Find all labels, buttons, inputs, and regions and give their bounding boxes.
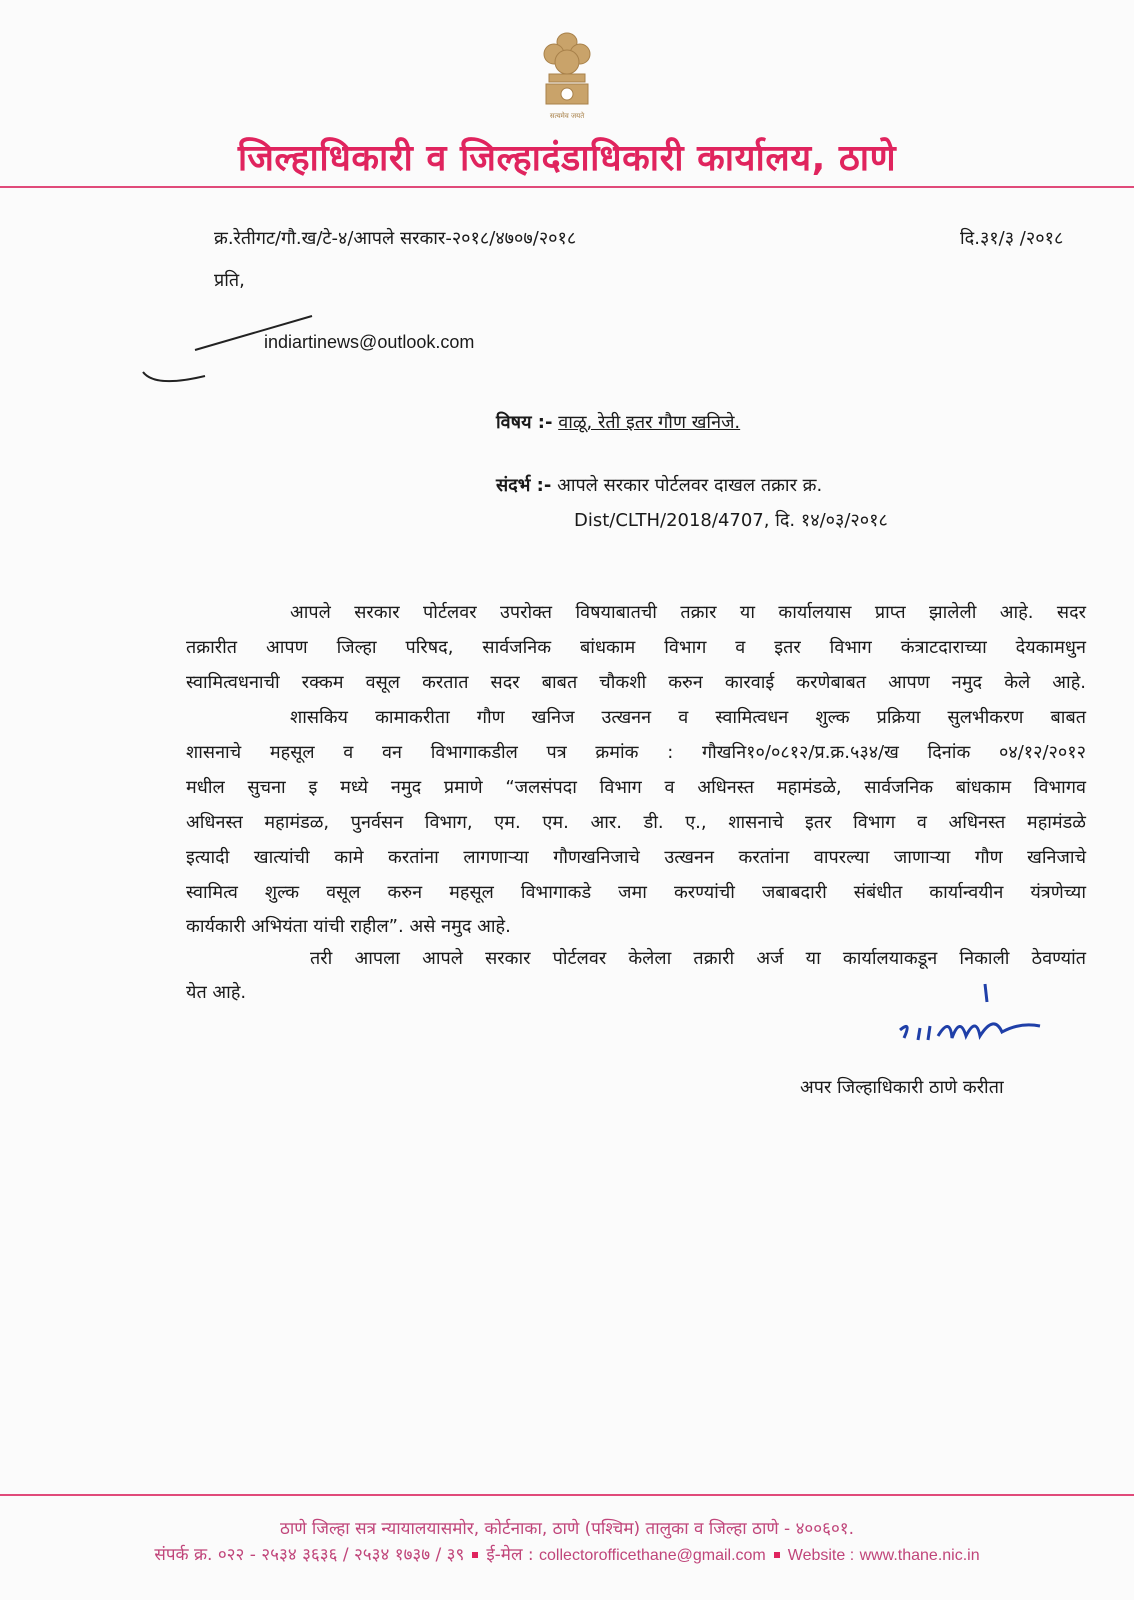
footer-email[interactable]: collectorofficethane@gmail.com [539, 1547, 766, 1564]
reference-complaint-number: Dist/CLTH/2018/4707, दि. १४/०३/२०१८ [574, 510, 888, 531]
svg-text:सत्यमेव जयते: सत्यमेव जयते [549, 112, 585, 120]
reference-line [496, 473, 822, 497]
bullet-icon [472, 1552, 478, 1558]
paragraph-2-line: अधिनस्त महामंडळ, पुनर्वसन विभाग, एम. एम. आर. डी. ए., शासनाचे इतर विभाग व अधिनस्त महामंडळे [186, 812, 1086, 833]
to-label: प्रति, [214, 270, 245, 291]
footer-website[interactable]: www.thane.nic.in [859, 1547, 980, 1564]
national-emblem-icon [536, 28, 598, 124]
subject-line [496, 410, 740, 434]
paragraph-1-line: तक्रारीत आपण जिल्हा परिषद, सार्वजनिक बांधकाम विभाग व इतर विभाग कंत्राटदाराच्या देयकामधुन [186, 637, 1086, 658]
bullet-icon [774, 1552, 780, 1558]
paragraph-2-line: स्वामित्व शुल्क वसूल करुन महसूल विभागाकडे जमा करण्यांची जबाबदारी संबंधीत कार्यान्वयीन यंत्रणेच्या [186, 882, 1086, 903]
subject-text: वाळू, रेती इतर गौण खनिजे. [558, 412, 741, 433]
reference-number: क्र.रेतीगट/गौ.ख/टे-४/आपले सरकार-२०१८/४७०७/२०१८ [214, 228, 577, 249]
paragraph-2-line: मधील सुचना इ मध्ये नमुद प्रमाणे “जलसंपदा विभाग व अधिनस्त महामंडळे, सार्वजनिक बांधकाम विभागव [186, 777, 1086, 798]
footer-email-label: ई-मेल : [486, 1545, 534, 1565]
signatory: अपर जिल्हाधिकारी ठाणे करीता [800, 1077, 1004, 1098]
footer-address: ठाणे जिल्हा सत्र न्यायालयासमोर, कोर्टनाका, ठाणे (पश्चिम) तालुका व जिल्हा ठाणे - ४००६०१. [279, 1519, 855, 1539]
subject-label: विषय :- [496, 412, 553, 433]
footer-phone: संपर्क क्र. ०२२ - २५३४ ३६३६ / २५३४ १७३७ / ३९ [154, 1545, 465, 1565]
header-divider [0, 186, 1134, 188]
footer-divider [0, 1494, 1134, 1496]
paragraph-1-line: आपले सरकार पोर्टलवर उपरोक्त विषयाबातची तक्रार या कार्यालयास प्राप्त झालेली आहे. सदर [290, 602, 1086, 623]
paragraph-2-line: शासकिय कामाकरीता गौण खनिज उत्खनन व स्वामित्वधन शुल्क प्रक्रिया सुलभीकरण बाबत [290, 707, 1086, 728]
office-title: जिल्हाधिकारी व जिल्हादंडाधिकारी कार्यालय, ठाणे [237, 138, 897, 179]
recipient-email: indiartinews@outlook.com [264, 332, 475, 352]
paragraph-3-line: येत आहे. [186, 982, 247, 1003]
letter-date: दि.३१/३ /२०१८ [960, 228, 1064, 249]
paragraph-2-line: शासनाचे महसूल व वन विभागाकडील पत्र क्रमांक : गौखनि१०/०८१२/प्र.क्र.५३४/ख दिनांक ०४/१२/२०१२ [186, 742, 1086, 763]
paragraph-2-line: कार्यकारी अभियंता यांची राहील”. असे नमुद आहे. [186, 916, 511, 937]
footer-website-label: Website : [787, 1547, 855, 1564]
paragraph-2-line: इत्यादी खात्यांची कामे करतांना लागणाऱ्या गौणखनिजाचे उत्खनन करतांना वापरल्या जाणाऱ्या गौण खनिजाचे [186, 847, 1086, 868]
paragraph-1-line: स्वामित्वधनाची रक्कम वसूल करतात सदर बाबत चौकशी करुन कारवाई करणेबाबत आपण नमुद केले आहे. [186, 672, 1086, 693]
footer-contact [0, 1542, 1134, 1565]
reference-text: आपले सरकार पोर्टलवर दाखल तक्रार क्र. [557, 475, 823, 496]
reference-label: संदर्भ :- [496, 475, 552, 496]
paragraph-3-line: तरी आपला आपले सरकार पोर्टलवर केलेला तक्रारी अर्ज या कार्यालयाकडून निकाली ठेवण्यांत [310, 948, 1086, 969]
signature [890, 980, 1060, 1060]
